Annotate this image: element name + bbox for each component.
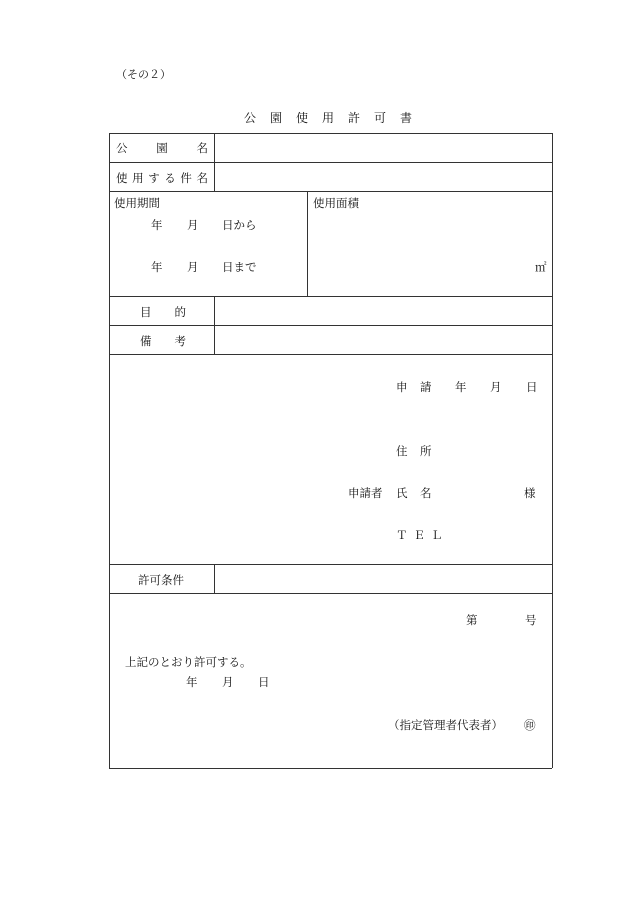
period-to-day: 日まで	[222, 260, 257, 274]
table-border-right	[552, 133, 553, 768]
row-divider	[109, 354, 552, 355]
permit-statement: 上記のとおり許可する。	[125, 655, 252, 669]
permit-date-year: 年	[186, 675, 198, 689]
conditions-label: 許可条件	[138, 573, 184, 587]
application-date-label: 申	[396, 380, 408, 394]
seal-mark: ㊞	[524, 718, 536, 732]
label-char: 件	[180, 171, 192, 185]
name-field[interactable]	[438, 480, 518, 502]
park-name-field[interactable]	[215, 134, 551, 161]
permit-number-field[interactable]	[482, 608, 522, 628]
label-char: 名	[196, 171, 208, 185]
period-area-divider	[307, 191, 308, 296]
label-char: 用	[132, 171, 144, 185]
area-field[interactable]	[309, 212, 534, 292]
manager-label: （指定管理者代表者）	[388, 718, 503, 732]
label-char: る	[164, 171, 176, 185]
conditions-field[interactable]	[215, 565, 551, 592]
label-char: 公	[116, 141, 128, 155]
period-from-year: 年	[151, 218, 163, 232]
permit-number-suffix: 号	[525, 613, 537, 627]
row-divider	[109, 593, 552, 594]
honorific-label: 様	[524, 486, 536, 500]
remarks-label	[140, 333, 186, 349]
address-label: 所	[420, 444, 432, 458]
period-label: 使用期間	[114, 196, 160, 210]
name-label: 氏	[396, 486, 408, 500]
period-from-month: 月	[187, 218, 199, 232]
address-field[interactable]	[438, 438, 538, 460]
period-from-day: 日から	[222, 218, 257, 232]
item-name-field[interactable]	[215, 163, 551, 190]
period-to-month: 月	[187, 260, 199, 274]
label-char: 使	[116, 171, 128, 185]
application-date-day: 日	[526, 380, 538, 394]
period-to-year: 年	[151, 260, 163, 274]
label-char: 考	[174, 334, 186, 348]
application-date-label: 請	[420, 380, 432, 394]
label-char: 的	[174, 305, 186, 319]
table-border-left	[109, 133, 110, 768]
tel-label: ＴＥＬ	[396, 528, 449, 542]
table-border-bottom	[109, 768, 552, 769]
row-divider	[109, 191, 552, 192]
area-label: 使用面積	[313, 196, 359, 210]
tel-field[interactable]	[440, 522, 538, 544]
label-char: す	[148, 171, 160, 185]
purpose-label	[140, 304, 186, 320]
permit-date-month: 月	[222, 675, 234, 689]
application-date-year: 年	[455, 380, 467, 394]
park-name-label	[116, 140, 208, 156]
name-label: 名	[420, 486, 432, 500]
application-date-month: 月	[490, 380, 502, 394]
address-label: 住	[396, 444, 408, 458]
item-name-label	[116, 170, 208, 186]
label-char: 備	[140, 334, 152, 348]
applicant-label: 申請者	[348, 486, 383, 500]
permit-date-day: 日	[258, 675, 270, 689]
area-unit: ㎡	[535, 260, 547, 274]
document-title: 公園使用許可書	[244, 111, 427, 125]
part-label: （その２）	[116, 68, 171, 81]
label-char: 名	[196, 141, 208, 155]
purpose-field[interactable]	[215, 297, 551, 324]
remarks-field[interactable]	[215, 326, 551, 353]
label-char: 目	[140, 305, 152, 319]
permit-number-prefix: 第	[466, 613, 478, 627]
label-char: 園	[156, 141, 168, 155]
